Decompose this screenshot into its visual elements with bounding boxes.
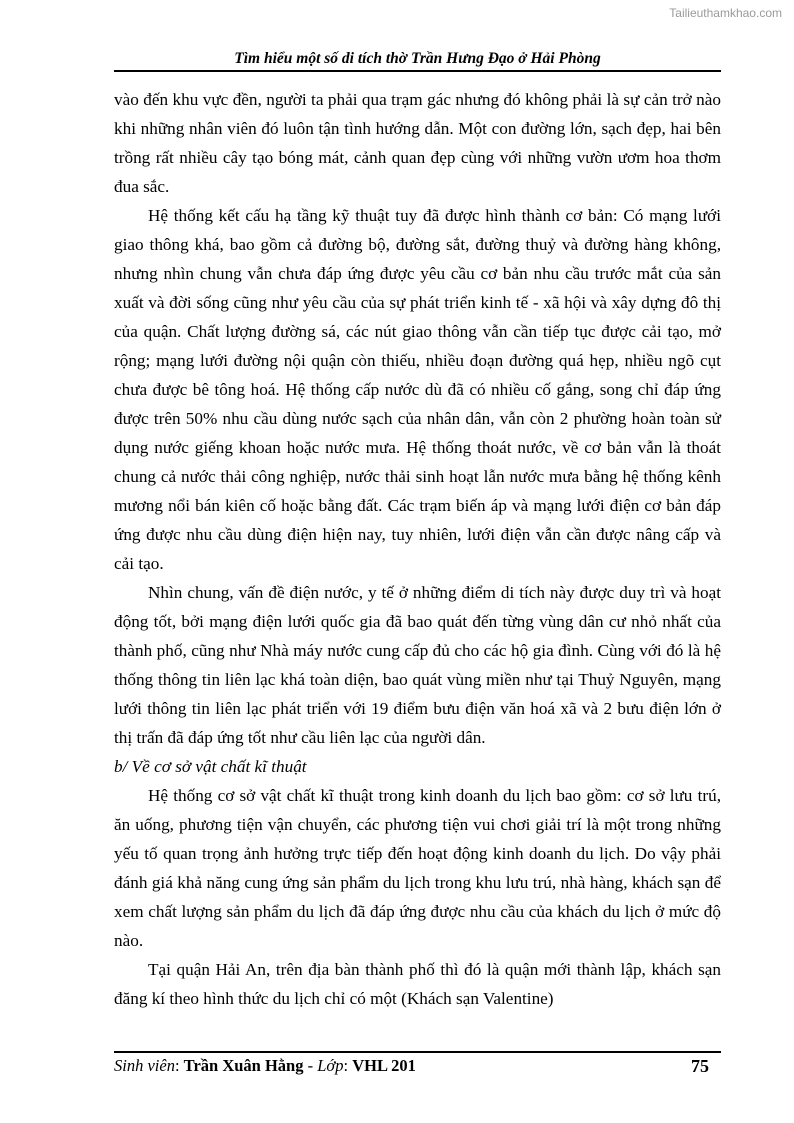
header-divider	[114, 70, 721, 72]
document-body	[114, 85, 721, 1013]
class-value: VHL 201	[352, 1056, 416, 1075]
student-name: Trần Xuân Hằng	[183, 1056, 304, 1075]
page-footer: Sinh viên: Trần Xuân Hằng - Lớp: VHL 201 75	[114, 1056, 709, 1076]
paragraph-5: Tại quận Hải An, trên địa bàn thành phố thì đó là quận mới thành lập, khách sạn đăng kí theo hình thức du lịch chỉ có một (Khách sạn Valentine)	[114, 960, 721, 1008]
class-label: Lớp	[317, 1056, 344, 1075]
paragraph-1: vào đến khu vực đền, người ta phải qua trạm gác nhưng đó không phải là sự cản trở nào khi những nhân viên đó luôn tận tình hướng dẫn. Một con đường lớn, sạch đẹp, hai bên trồng rất nhiều cây tạo bóng mát, cảnh quan đẹp cùng với những vườn ươm hoa thơm đua sắc.	[114, 90, 721, 196]
page-header-title: Tìm hiểu một số di tích thờ Trần Hưng Đạo ở Hải Phòng	[234, 50, 601, 67]
paragraph-2: Hệ thống kết cấu hạ tầng kỹ thuật tuy đã được hình thành cơ bản: Có mạng lưới giao thông khá, bao gồm cả đường bộ, đường sắt, đường thuỷ và đường hàng không, nhưng nhìn chung vẫn chưa đáp ứng được yêu cầu cơ bản nhu cầu trước mắt của sản xuất và đời sống cũng như yêu cầu của sự phát triển kinh tế - xã hội và xây dựng đô thị của quận. Chất lượng đường sá, các nút giao thông vẫn cần tiếp tục được cải tạo, mở rộng; mạng lưới đường nội quận còn thiếu, nhiều đoạn đường quá hẹp, nhiều ngõ cụt chưa được bê tông hoá. Hệ thống cấp nước dù đã có nhiều cố gắng, song chỉ đáp ứng được trên 50% nhu cầu dùng nước sạch của nhân dân, vẫn còn 2 phường hoàn toàn sử dụng nước giếng khoan hoặc nước mưa. Hệ thống thoát nước, về cơ bản vẫn là thoát chung cả nước thải công nghiệp, nước thải sinh hoạt lẫn nước mưa bằng hệ thống kênh mương nổi bán kiên cố hoặc bằng đất. Các trạm biến áp và mạng lưới điện cơ bản đáp ứng được nhu cầu dùng điện hiện nay, tuy nhiên, lưới điện vẫn cần được nâng cấp và cải tạo.	[114, 206, 721, 573]
paragraph-4: Hệ thống cơ sở vật chất kĩ thuật trong kinh doanh du lịch bao gồm: cơ sở lưu trú, ăn uống, phương tiện vận chuyển, các phương tiện vui chơi giải trí là một trong những yếu tố quan trọng ảnh hưởng trực tiếp đến hoạt động kinh doanh du lịch. Do vậy phải đánh giá khả năng cung ứng sản phẩm du lịch trong khu lưu trú, nhà hàng, khách sạn để xem chất lượng sản phẩm du lịch đã đáp ứng được nhu cầu của khách du lịch ở mức độ nào.	[114, 786, 721, 950]
footer-divider	[114, 1051, 721, 1053]
paragraph-3: Nhìn chung, vấn đề điện nước, y tế ở những điểm di tích này được duy trì và hoạt động tốt, bởi mạng điện lưới quốc gia đã bao quát đến từng vùng dân cư nhỏ nhất của thành phố, cũng như Nhà máy nước cung cấp đủ cho các hộ gia đình. Cùng với đó là hệ thống thông tin liên lạc khá toàn diện, bao quát vùng miền như tại Thuỷ Nguyên, mạng lưới thông tin liên lạc phát triển với 19 điểm bưu điện văn hoá xã và 2 bưu điện lớn ở thị trấn đã đáp ứng tốt như cầu liên lạc của người dân.	[114, 583, 721, 747]
section-heading: b/ Về cơ sở vật chất kĩ thuật	[114, 757, 307, 776]
watermark: Tailieuthamkhao.com	[669, 6, 782, 20]
student-label: Sinh viên	[114, 1056, 175, 1075]
page-number: 75	[691, 1056, 709, 1076]
